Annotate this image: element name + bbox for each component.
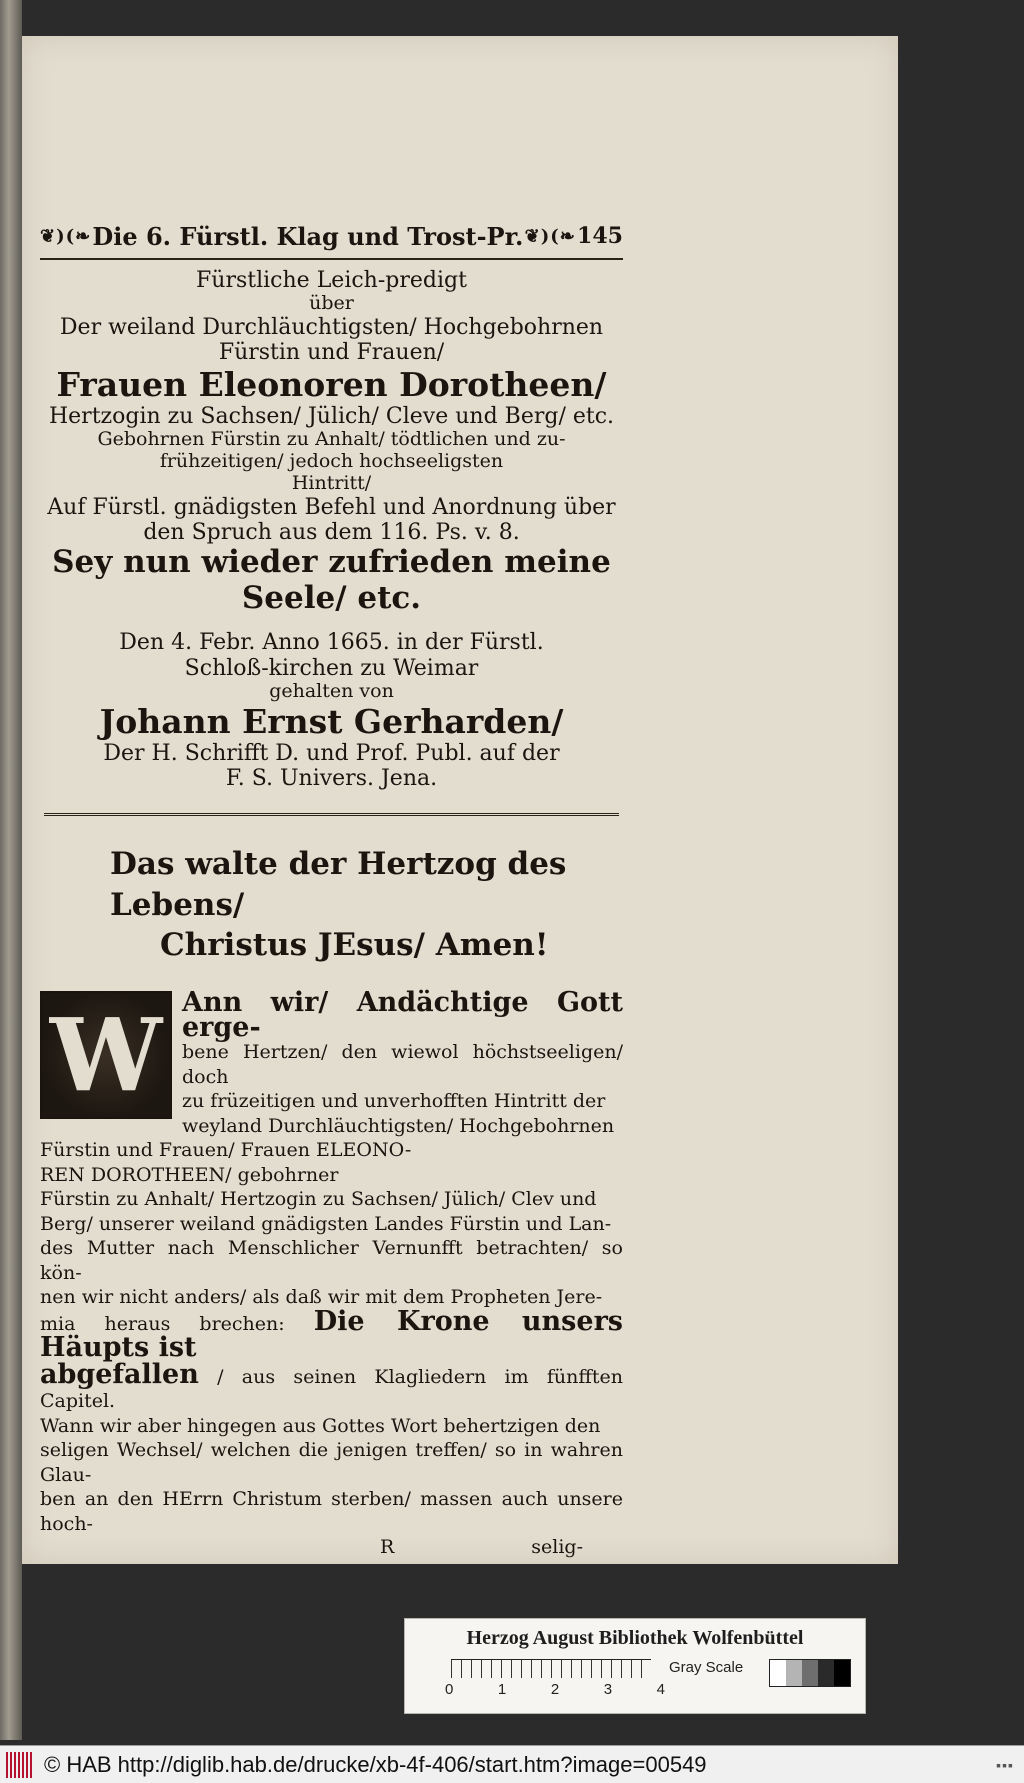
body-line: Berg/ unserer weiland gnädigsten Landes Fürstin und Lan- (40, 1212, 612, 1235)
title-line: Auf Fürstl. gnädigsten Befehl und Anordnung über (47, 494, 616, 520)
body-line-emphasis (40, 1305, 623, 1364)
gray-scale-label: Gray Scale (669, 1659, 744, 1676)
body-line: REN DOROTHEEN/ gebohrner (40, 1163, 339, 1186)
scale-row (445, 1659, 851, 1707)
ruler-number: 4 (656, 1681, 665, 1698)
gray-swatch (834, 1660, 850, 1686)
title-line: frühzeitigen/ jedoch hochseeligsten (159, 449, 504, 472)
library-name: Herzog August Bibliothek Wolfenbüttel (466, 1627, 804, 1649)
title-line: den Spruch aus dem 116. Ps. v. 8. (143, 519, 520, 545)
signature-mark: R (380, 1536, 395, 1559)
emphasized-quote: abgefallen (40, 1358, 199, 1390)
gray-scale-swatches (769, 1659, 851, 1687)
more-dots-icon[interactable]: ▪▪▪ (996, 1756, 1014, 1773)
emphasized-quote: Die Krone unsers Häupts ist (40, 1305, 623, 1364)
ruler-number: 1 (497, 1681, 507, 1698)
body-line: Ann wir/ Andächtige Gott erge- (182, 987, 623, 1043)
text-block (40, 218, 623, 1558)
title-line: Den 4. Febr. Anno 1665. in der Fürstl. (119, 630, 544, 656)
title-line: Gebohrnen Fürstin zu Anhalt/ tödtlichen und zu- (97, 427, 566, 450)
title-line: Schloß-kirchen zu Weimar (184, 655, 479, 681)
body-line: ben an den HErrn Christum sterben/ massen auch unsere hoch- (40, 1488, 623, 1535)
catchword: selig- (531, 1536, 583, 1559)
ruler-number: 2 (550, 1681, 560, 1698)
body-text: / aus seinen Klagliedern im fünfften Capitel. (40, 1365, 623, 1413)
title-line: Sey nun wieder zufrieden meine Seele/ etc. (52, 544, 611, 616)
title-line: gehalten von (269, 679, 394, 702)
invocation-line: Das walte der Hertzog des Lebens/ (110, 846, 567, 923)
body-line: nen wir nicht anders/ als daß wir mit dem Propheten Jere- (40, 1286, 603, 1309)
book-spine-edge (0, 0, 22, 1740)
scanned-page (22, 36, 898, 1564)
invocation-line: Christus JEsus/ Amen! (160, 926, 549, 963)
measurement-ruler (451, 1659, 651, 1678)
invocation (40, 844, 623, 965)
gray-swatch (770, 1660, 786, 1686)
title-line: Hertzogin zu Sachsen/ Jülich/ Cleve und Berg/ etc. (48, 403, 615, 429)
drop-cap-initial: W (40, 991, 172, 1119)
gray-swatch (786, 1660, 802, 1686)
footer-bar (0, 1745, 1024, 1783)
section-divider (44, 813, 619, 816)
ruler-number: 0 (445, 1681, 454, 1698)
body-line: Wann wir aber hingegen aus Gottes Wort behertzigen den (40, 1414, 601, 1437)
copyright-url[interactable]: © HAB http://diglib.hab.de/drucke/xb-4f-406/start.htm?image=00549 (44, 1751, 707, 1777)
title-line: Fürstin und Frauen/ (218, 340, 445, 366)
ruler-numbers (445, 1681, 665, 1698)
gray-swatch (802, 1660, 818, 1686)
gray-swatch (818, 1660, 834, 1686)
body-paragraph (40, 987, 623, 1536)
hab-logo-icon (6, 1752, 32, 1778)
body-line: Fürstin zu Anhalt/ Hertzogin zu Sachsen/ Jülich/ Clev und (40, 1188, 597, 1211)
ruler-number: 3 (603, 1681, 613, 1698)
ornament-right: ❦)(❧ (524, 225, 576, 247)
body-line: weyland Durchläuchtigsten/ Hochgebohrnen (182, 1114, 615, 1137)
title-line: Fürstliche Leich-predigt (196, 268, 467, 293)
running-head (40, 218, 623, 260)
title-section (40, 268, 623, 791)
body-line-emphasis (40, 1358, 623, 1414)
title-line: Hintritt/ (291, 471, 372, 494)
body-text: mia heraus brechen: (40, 1312, 285, 1335)
ornament-left: ❦)(❧ (40, 225, 92, 247)
body-line: bene Hertzen/ den wiewol höchstseeligen/ doch (182, 1041, 623, 1088)
title-line: Der weiland Durchläuchtigsten/ Hochgebohrnen (59, 315, 604, 341)
title-line: über (309, 292, 354, 315)
page-number: 145 (577, 223, 623, 249)
body-line: zu früzeitigen und unverhofften Hintritt der (182, 1090, 606, 1113)
library-label (404, 1618, 866, 1714)
title-line: F. S. Univers. Jena. (225, 766, 438, 792)
running-head-title: Die 6. Fürstl. Klag und Trost-Pr. (92, 221, 524, 251)
page-foot (40, 1536, 623, 1558)
title-line: Johann Ernst Gerharden/ (99, 701, 564, 741)
title-line: Frauen Eleonoren Dorotheen/ (56, 364, 607, 404)
body-line: Fürstin und Frauen/ Frauen ELEONO- (40, 1139, 412, 1162)
body-line: seligen Wechsel/ welchen die jenigen treffen/ so in wahren Glau- (40, 1439, 623, 1486)
title-line: Der H. Schrifft D. und Prof. Publ. auf der (103, 740, 560, 766)
body-line: des Mutter nach Menschlicher Vernunfft betrachten/ so kön- (40, 1237, 623, 1284)
